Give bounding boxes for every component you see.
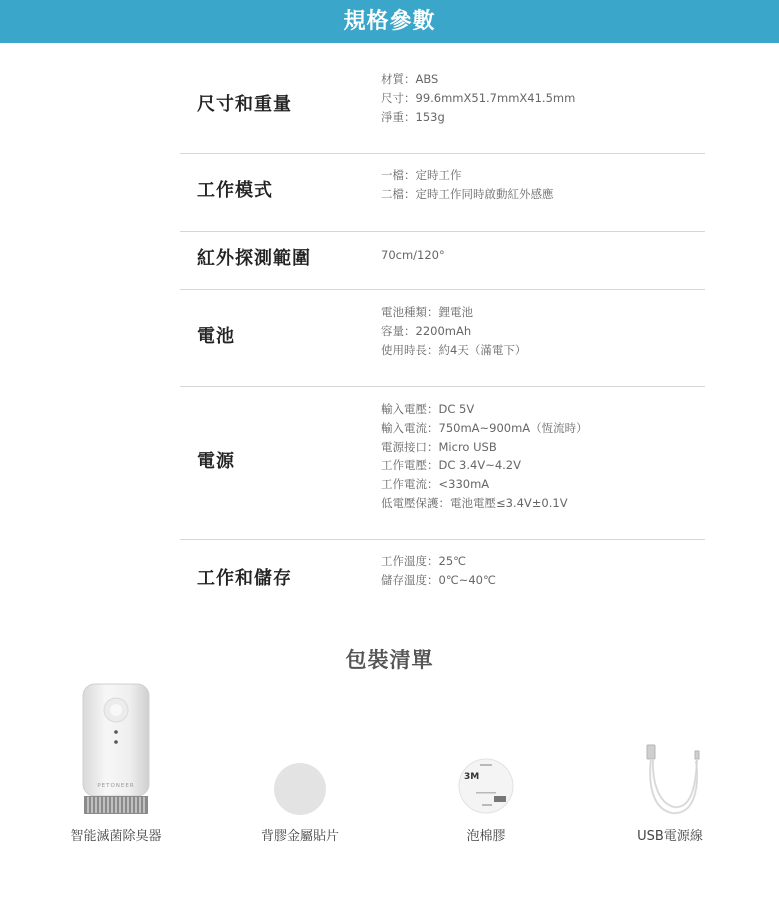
spec-label: 電源 bbox=[197, 451, 235, 472]
spec-label: 電池 bbox=[197, 326, 235, 347]
spec-value: 輸入電流：750mA~900mA（恆流時） bbox=[381, 420, 588, 435]
spec-value: 工作溫度：25℃ bbox=[381, 554, 467, 568]
spec-value: 使用時長：約4天（滿電下） bbox=[381, 342, 527, 357]
spec-value: 二檔：定時工作同時啟動紅外感應 bbox=[381, 186, 554, 201]
spec-row-size-weight bbox=[180, 62, 705, 153]
spec-label: 尺寸和重量 bbox=[197, 94, 292, 115]
spec-values bbox=[381, 400, 588, 513]
spec-value: 工作電壓：DC 3.4V~4.2V bbox=[381, 458, 521, 473]
spec-value: 材質：ABS bbox=[381, 72, 439, 86]
deodorizer-device-icon bbox=[82, 682, 150, 816]
package-title: 包裝清單 bbox=[345, 648, 434, 672]
spec-row-infrared-range bbox=[180, 231, 705, 289]
spec-values bbox=[381, 246, 445, 265]
spec-value: 70cm/120° bbox=[381, 248, 445, 262]
spec-values bbox=[381, 552, 496, 590]
package-item-label: 智能滅菌除臭器 bbox=[70, 829, 162, 844]
spec-row-battery bbox=[180, 289, 705, 386]
spec-value: 淨重：153g bbox=[381, 109, 445, 124]
package-item-label: 泡棉膠 bbox=[466, 829, 506, 844]
foam-tape-icon bbox=[458, 758, 514, 814]
spec-row-work-storage bbox=[180, 539, 705, 609]
package-item-label: 背膠金屬貼片 bbox=[260, 829, 339, 844]
spec-label: 工作和儲存 bbox=[197, 568, 292, 589]
metal-disc-icon bbox=[273, 762, 327, 816]
foam-tape-brand-text: 3M bbox=[464, 772, 480, 782]
spec-value: 電池種類：鋰電池 bbox=[381, 305, 473, 319]
spec-value: 尺寸：99.6mmX51.7mmX41.5mm bbox=[381, 90, 576, 105]
usb-cable-icon bbox=[640, 743, 706, 817]
foam-tape-image bbox=[458, 758, 514, 814]
spec-value: 工作電流：<330mA bbox=[381, 477, 490, 492]
spec-row-power bbox=[180, 386, 705, 539]
spec-table bbox=[180, 62, 705, 609]
spec-value: 電源接口：Micro USB bbox=[381, 439, 497, 454]
spec-label: 紅外探測範圍 bbox=[197, 248, 311, 269]
metal-sticker-image bbox=[273, 762, 327, 816]
spec-label: 工作模式 bbox=[197, 180, 273, 201]
deodorizer-device-image bbox=[82, 682, 150, 816]
spec-row-work-mode bbox=[180, 153, 705, 231]
package-item-label: USB電源線 bbox=[637, 829, 703, 844]
spec-values bbox=[381, 70, 575, 126]
spec-banner: 規格參數 bbox=[0, 0, 779, 43]
usb-cable-image bbox=[640, 743, 706, 817]
spec-value: 容量：2200mAh bbox=[381, 323, 472, 338]
spec-value: 低電壓保護：電池電壓≤3.4V±0.1V bbox=[381, 495, 568, 510]
spec-values bbox=[381, 303, 526, 359]
device-brand-text: PETONEER bbox=[97, 783, 135, 789]
spec-value: 一檔：定時工作 bbox=[381, 168, 462, 182]
spec-value: 儲存溫度：0℃~40℃ bbox=[381, 572, 496, 587]
spec-value: 輸入電壓：DC 5V bbox=[381, 402, 475, 416]
spec-values bbox=[381, 166, 554, 204]
